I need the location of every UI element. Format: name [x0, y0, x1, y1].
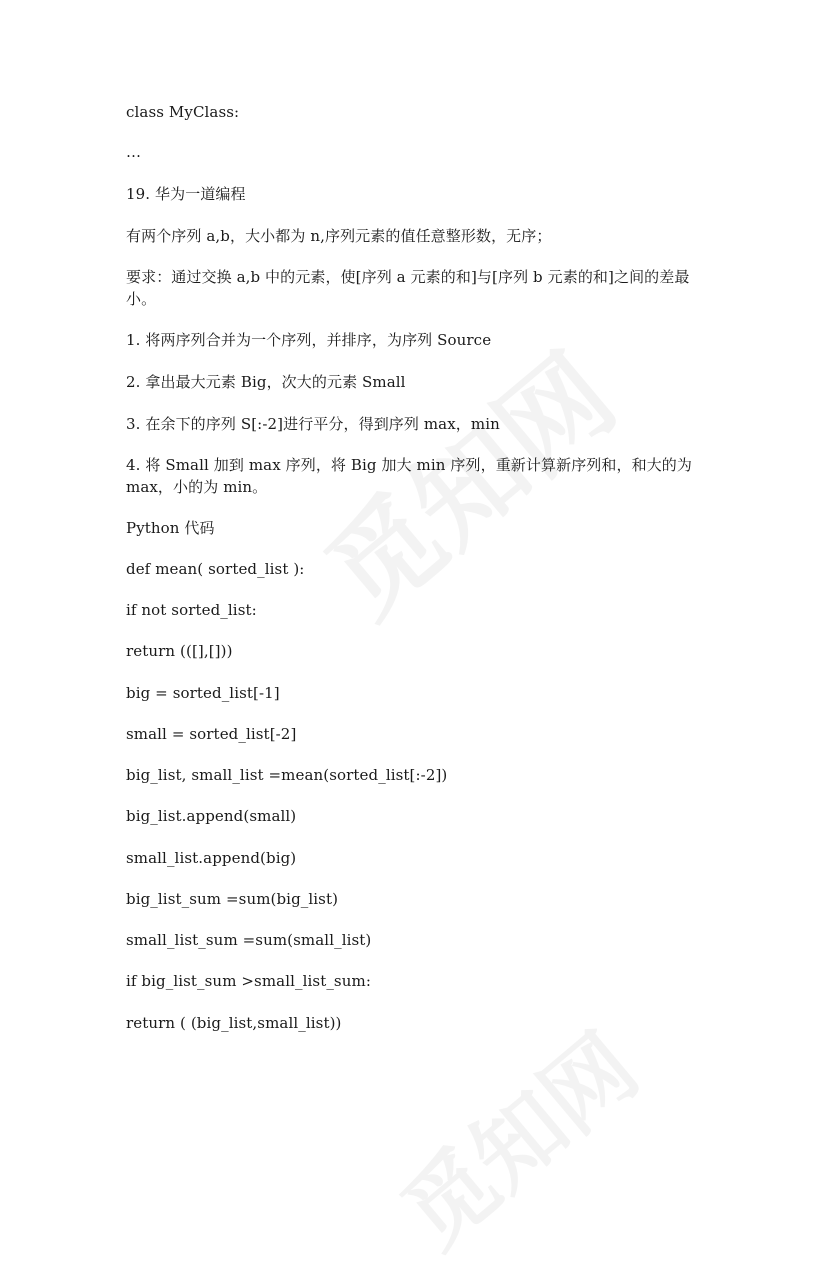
code-line: small = sorted_list[-2] — [126, 725, 297, 743]
code-line: small_list.append(big) — [126, 849, 297, 867]
code-line: big_list_sum =sum(big_list) — [126, 890, 339, 908]
paragraph: 要求：通过交换 a,b 中的元素，使[序列 a 元素的和]与[序列 b 元素的和]之间的差最小。 — [126, 268, 690, 308]
code-line: return ( (big_list,small_list)) — [126, 1014, 342, 1032]
code-line: return (([],[])) — [126, 642, 233, 660]
paragraph: Python 代码 — [126, 519, 215, 537]
paragraph: 有两个序列 a,b，大小都为 n,序列元素的值任意整形数，无序； — [126, 227, 552, 245]
code-line: big_list, small_list =mean(sorted_list[:-2]) — [126, 766, 448, 784]
list-item: 2. 拿出最大元素 Big，次大的元素 Small — [126, 373, 406, 391]
list-item: 1. 将两序列合并为一个序列，并排序，为序列 Source — [126, 331, 492, 349]
section-heading: 19. 华为一道编程 — [126, 185, 246, 203]
code-line: if not sorted_list: — [126, 601, 257, 619]
code-line: if big_list_sum >small_list_sum: — [126, 972, 371, 990]
code-line: small_list_sum =sum(small_list) — [126, 931, 372, 949]
list-item: 4. 将 Small 加到 max 序列，将 Big 加大 min 序列，重新计算新序列和，和大的为 max，小的为 min。 — [126, 456, 692, 496]
ellipsis-line: … — [126, 143, 142, 161]
list-item: 3. 在余下的序列 S[:-2]进行平分，得到序列 max，min — [126, 415, 500, 433]
code-line: big_list.append(small) — [126, 807, 297, 825]
code-line: class MyClass: — [126, 103, 240, 121]
code-line: big = sorted_list[-1] — [126, 684, 280, 702]
code-line: def mean( sorted_list ): — [126, 560, 305, 578]
watermark-text — [370, 998, 660, 1271]
